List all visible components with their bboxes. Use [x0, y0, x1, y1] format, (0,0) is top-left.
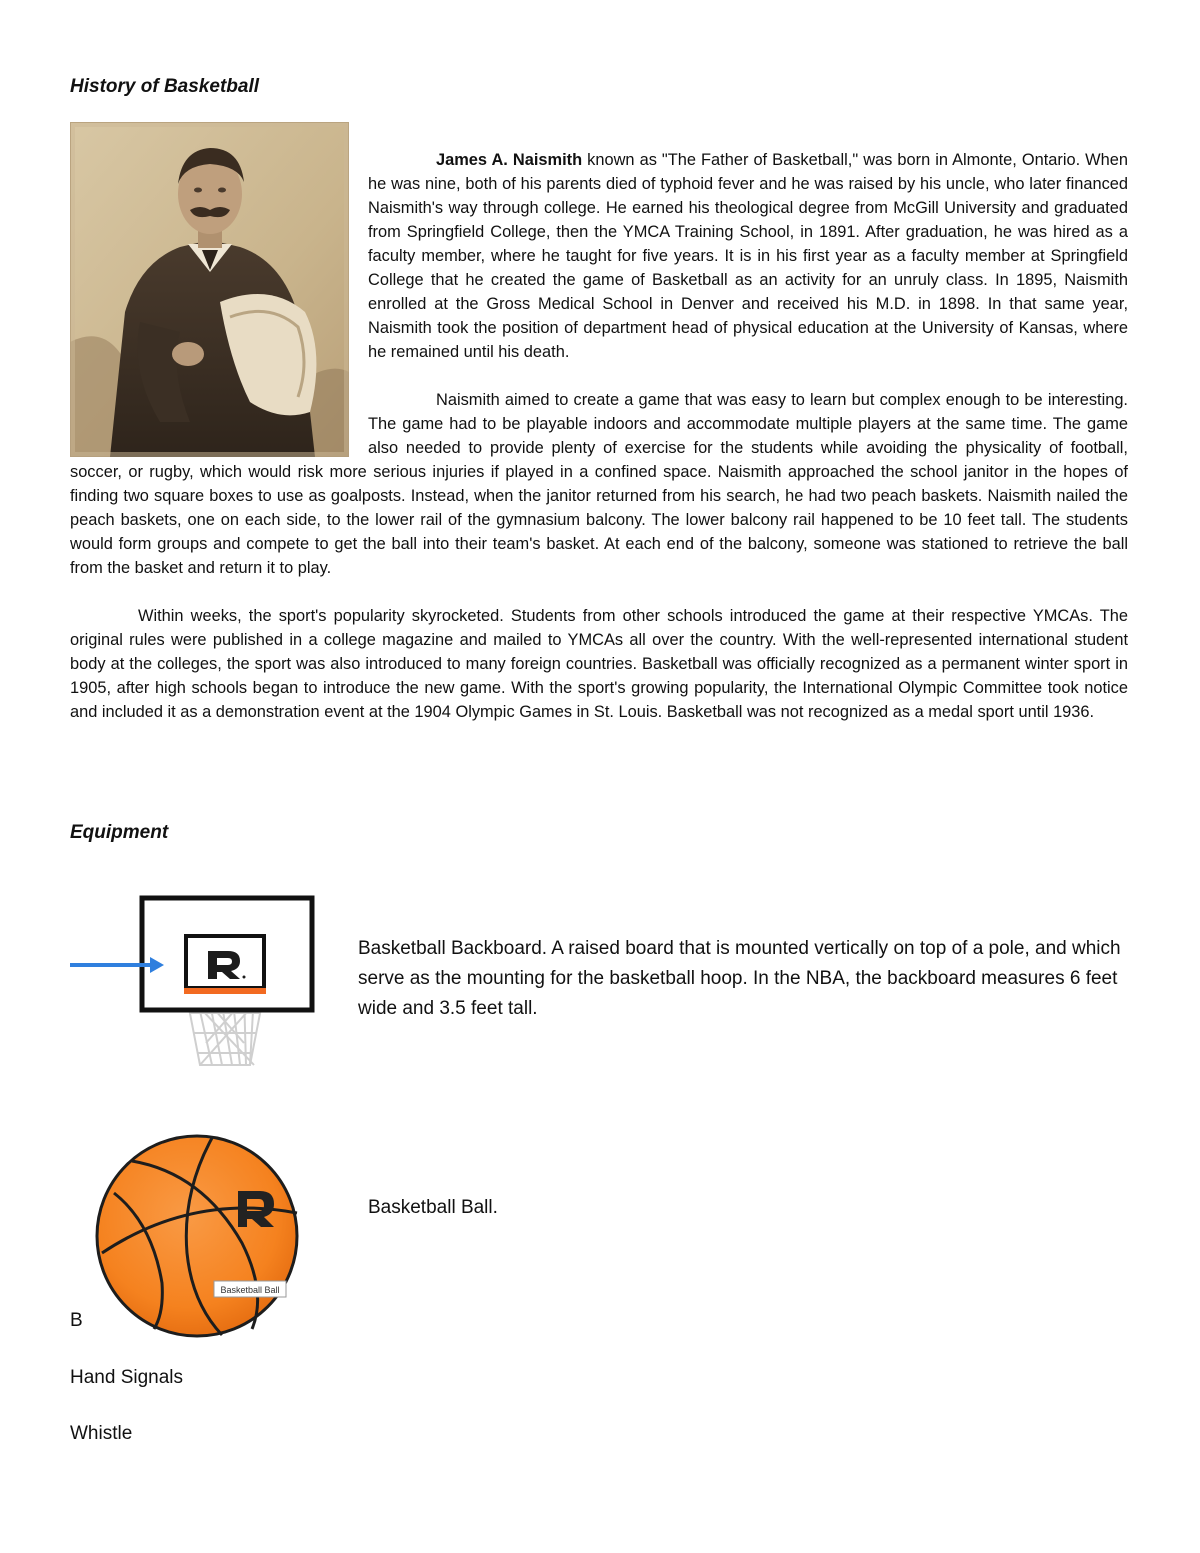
history-paragraph-1-text: known as "The Father of Basketball," was born in Almonte, Ontario. When he was nine, both of his parents died of typhoid fever and he was raised by his uncle, who later financed Naismith's way through college. He earned his theological degree from McGill University and graduated from Springfield College, then the YMCA Training School, in 1891. After graduation, he was hired as a faculty member, where he taught for five years. It is in his first year as a faculty member at Springfield College that he created the game of Basketball as an activity for an unruly class. In 1895, Naismith enrolled at the Gross Medical School in Denver and received his M.D. in 1898. In that same year, Naismith took the position of department head of physical education at the University of Kansas, where he remained until his death.	[368, 151, 1128, 361]
history-section	[70, 148, 1128, 748]
history-paragraph-2-text: Naismith aimed to create a game that was easy to learn but complex enough to be interesting. The game had to be playable indoors and accommodate multiple players at the same time. The game also needed to provide plenty of exercise for the students while avoiding the physicality of football, soccer, or rugby, which would risk more serious injuries if played in a confined space. Naismith approached the school janitor in the hopes of finding two square boxes to use as goalposts. Instead, when the janitor returned from his search, he had two peach baskets. Naismith nailed the peach baskets, one on each side, to the lower rail of the gymnasium balcony. The lower balcony rail happened to be 10 feet tall. The students would form groups and compete to get the ball into their team's basket. At each end of the balcony, someone was stationed to retrieve the ball from the basket and return it to play.	[70, 391, 1128, 577]
history-paragraph-3	[70, 604, 1128, 724]
hoop-rim	[184, 988, 266, 994]
naismith-portrait	[70, 122, 349, 457]
ball-description: Basketball Ball.	[368, 1197, 498, 1218]
backboard-illustration	[68, 893, 318, 1073]
hand-signals-label: Hand Signals	[70, 1367, 184, 1388]
basketball-illustration	[92, 1133, 302, 1343]
whistle-label: Whistle	[70, 1423, 133, 1444]
history-paragraph-3-text: Within weeks, the sport's popularity skyrocketed. Students from other schools introduced the game at their respective YMCAs. The original rules were published in a college magazine and mailed to YMCAs all over the country. With the well-represented international student body at the colleges, the sport was also introduced to many foreign countries. Basketball was officially recognized as a permanent winter sport in 1905, after high schools began to introduce the new game. With the sport's growing popularity, the International Olympic Committee took notice and included it as a demonstration event at the 1904 Olympic Games in St. Louis. Basketball was not recognized as a medal sport until 1936.	[70, 607, 1128, 721]
ball-body	[97, 1136, 297, 1336]
ball-tag-text: Basketball Ball	[220, 1285, 280, 1295]
stray-letter: B	[70, 1310, 83, 1331]
backboard-target-square	[186, 936, 264, 988]
history-heading: History of Basketball	[70, 76, 259, 97]
equipment-heading: Equipment	[70, 822, 169, 843]
naismith-name: James A. Naismith	[436, 151, 583, 169]
portrait-photo	[70, 122, 349, 457]
backboard-description: Basketball Backboard. A raised board that is mounted vertically on top of a pole, and which serve as the mounting for the basketball hoop. In the NBA, the backboard measures 6 feet wide and 3.5 feet tall.	[358, 938, 1121, 1019]
